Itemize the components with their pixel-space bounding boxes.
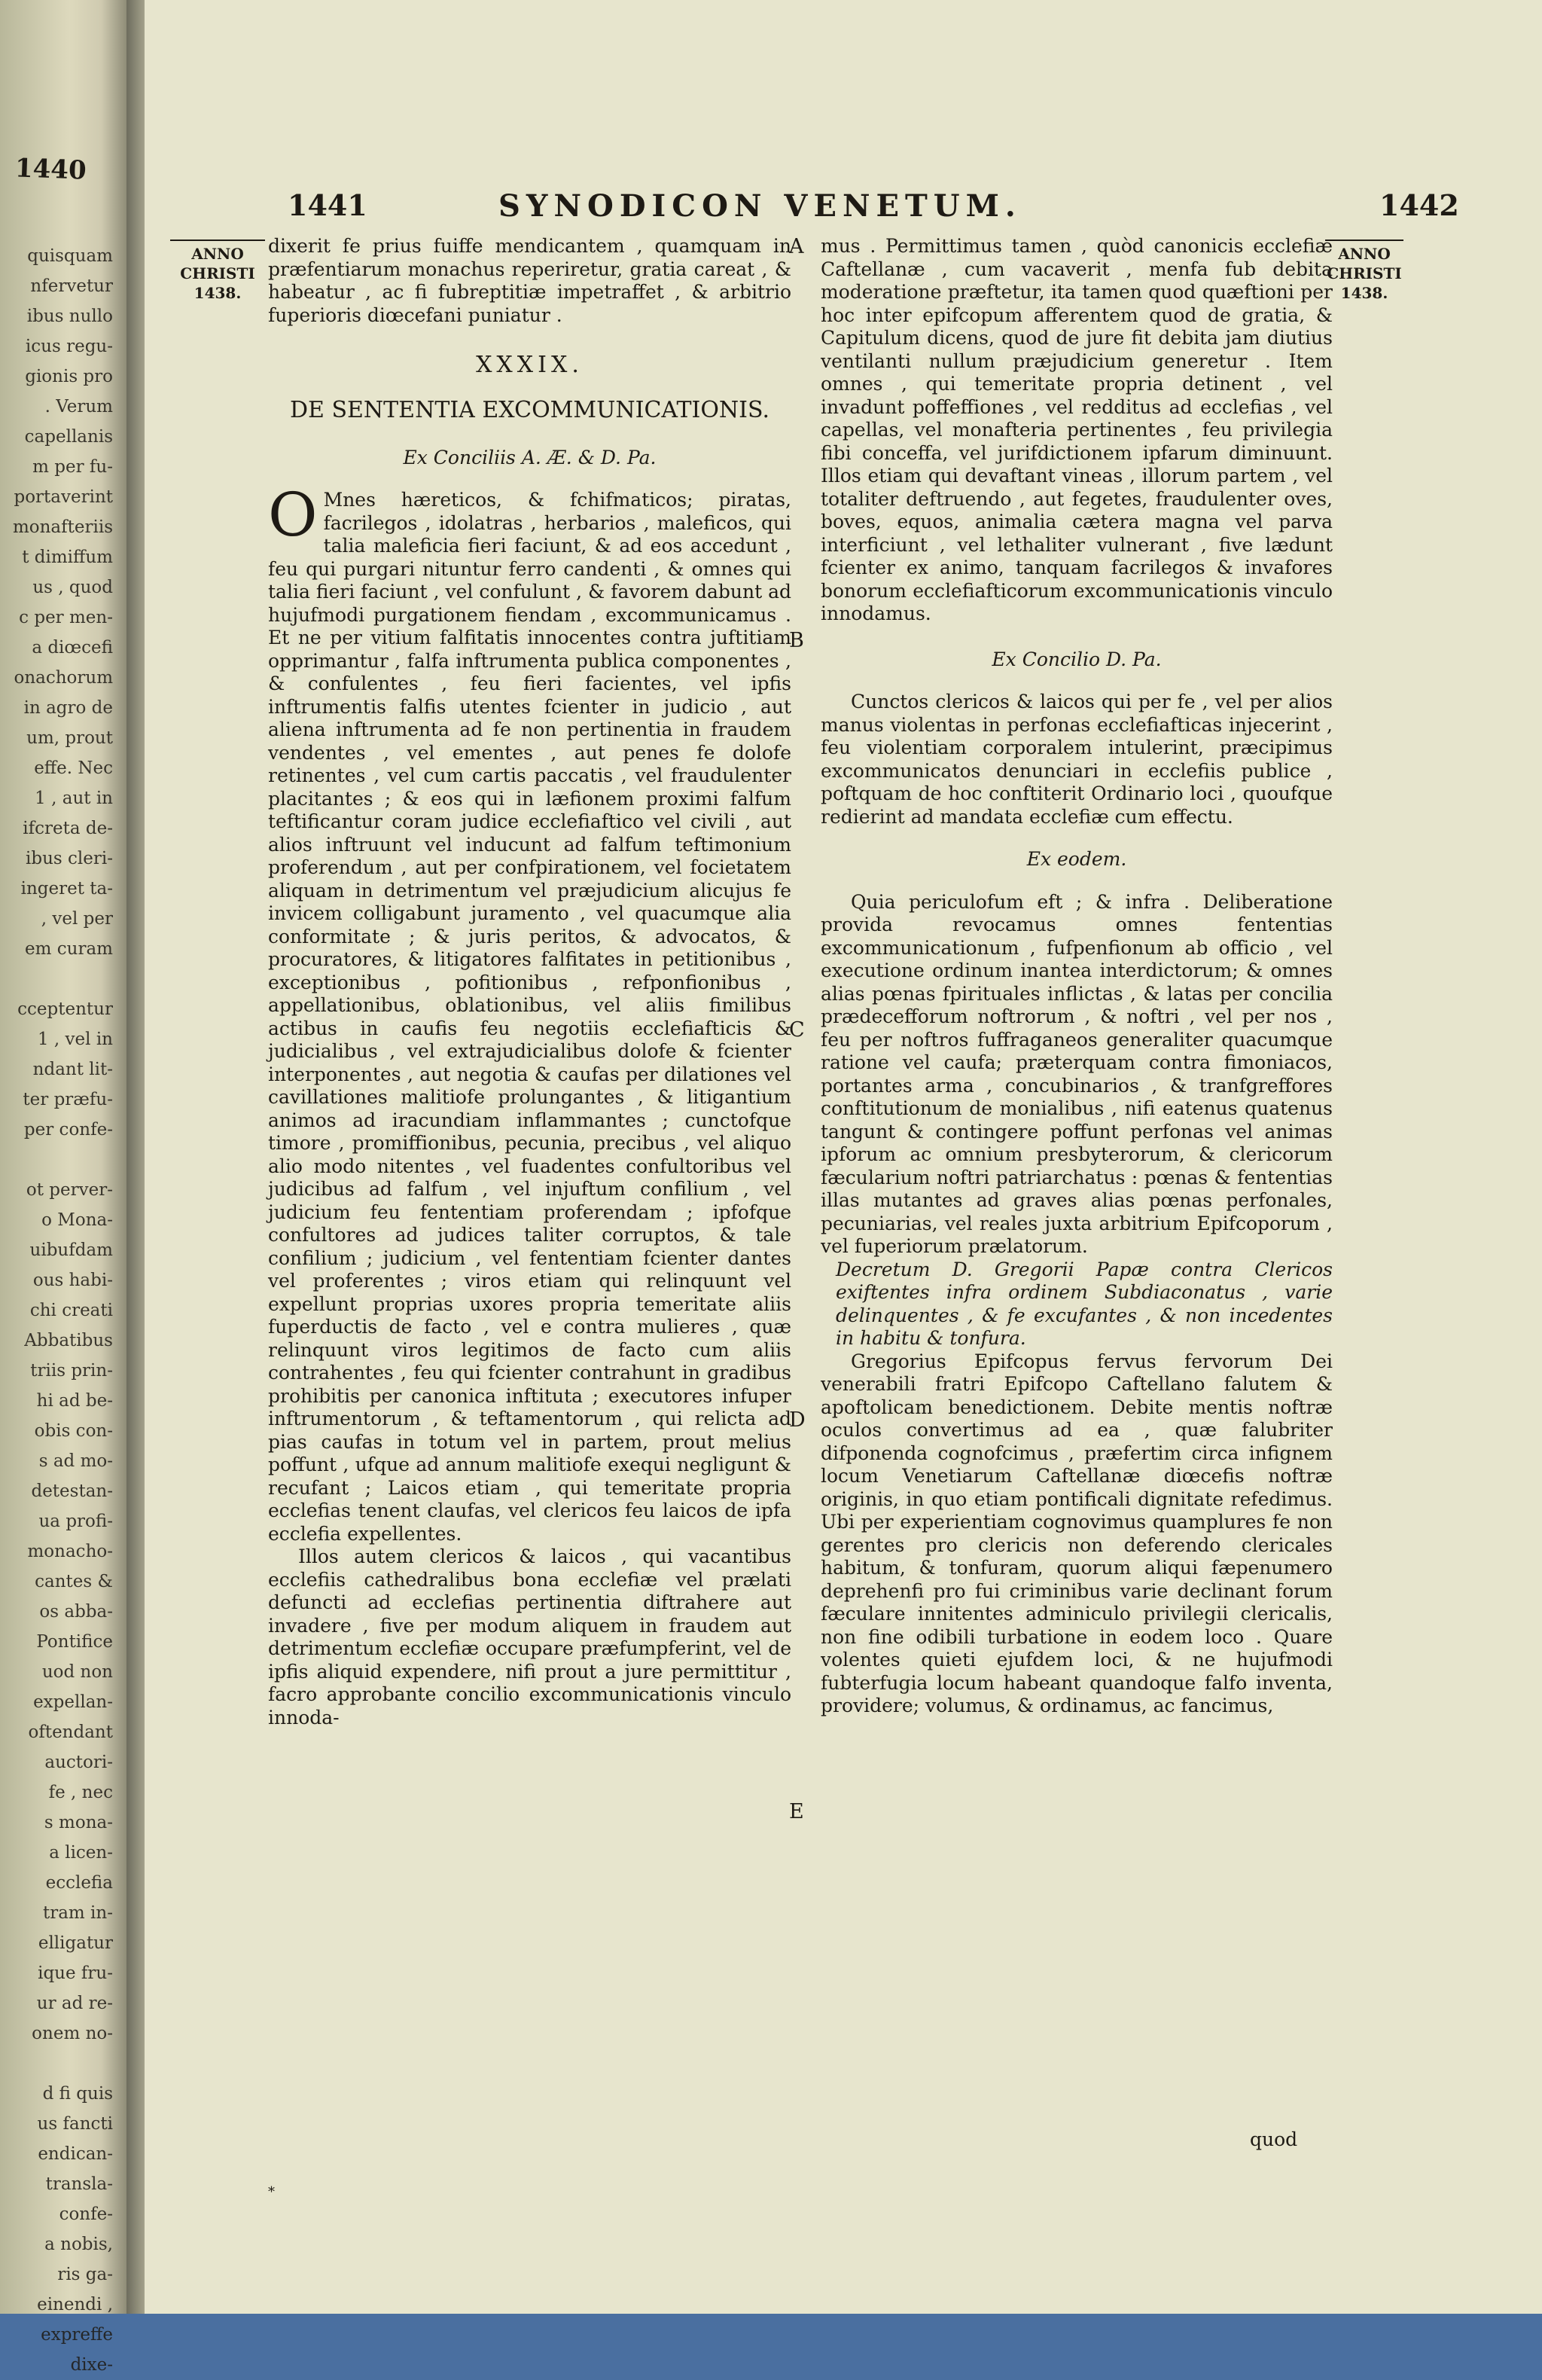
section-letter-b: B <box>789 629 804 652</box>
previous-page-line: o Mona- <box>41 1210 113 1230</box>
left-page-number: 1441 <box>288 188 367 222</box>
previous-page-line: cantes & <box>35 1572 113 1591</box>
right-margin-year-note <box>1325 240 1403 303</box>
previous-page-line: confe- <box>59 2205 113 2224</box>
previous-page-line: em curam <box>25 939 113 959</box>
previous-page-line: ecclefia <box>45 1873 113 1893</box>
decree-heading: Decretum D. Gregorii Papæ contra Clericos exiftentes infra ordinem Subdiaconatus , varie delinquentes , & fe excufantes , & non incedentes in habitu & tonfura. <box>836 1258 1333 1349</box>
previous-page-line: a diœcefi <box>32 638 113 658</box>
previous-page-line: chi creati <box>29 1301 113 1320</box>
previous-page-line: ifcreta de- <box>23 819 113 838</box>
previous-page-line: ot perver- <box>26 1180 113 1200</box>
previous-page-line: um, prout <box>26 728 113 748</box>
previous-page-line: a nobis, <box>44 2235 113 2254</box>
previous-page-line: Abbatibus <box>24 1331 113 1350</box>
previous-page-line: in agro de <box>23 698 113 718</box>
previous-page-line: per confe- <box>23 1120 113 1140</box>
signature-mark: * <box>268 2184 275 2200</box>
previous-page-line: monacho- <box>27 1542 113 1561</box>
section-letter-d: D <box>789 1408 806 1432</box>
right-page-number: 1442 <box>1379 188 1459 222</box>
previous-page-line: hi ad be- <box>36 1391 113 1411</box>
paragraph: Cunctos clericos & laicos qui per fe , vel per alios manus violentas in perfonas ecclefiafticas injecerint , feu violentiam corporalem intulerint, præcipimus excommunicatos denunciari in ecclefiis publice , poftquam de hoc conftiterit Ordinario loci , quoufque redierint ad mandata ecclefiæ cum effectu. <box>821 691 1333 828</box>
margin-christi: CHRISTI <box>1327 264 1402 282</box>
previous-page-edge <box>0 0 126 2375</box>
continued-paragraph: mus . Permittimus tamen , quòd canonicis ecclefiæ Caftellanæ , cum vacaverit , menfa fub debita moderatione præftetur, ita tamen quod quæftioni per hoc inter epifcopum afferentem quod de gratia, & Capitulum dicens, quod de jure fit debita jam diutius ventilanti nullum præjudicium generetur . Item omnes , qui temeritate propria detinent , vel invadunt poffeffiones , vel redditus ad ecclefias , vel capellas, vel monafteria pertinentes , feu privilegia fibi conceffa, vel jurifdictionem ipfarum diminuunt. Illos etiam qui devaftant vineas , illorum partem , vel totaliter deftruendo , aut fegetes, fraudulenter oves, boves, equos, animalia cætera magna vel parva interficiunt , vel lethaliter vulnerant , five lædunt fcienter ex animo, tanquam facrilegos & invafores bonorum ecclefiafticorum excommunicationis vinculo innodamus. <box>821 235 1333 624</box>
previous-page-number: 1440 <box>14 153 87 186</box>
paragraph: Gregorius Epifcopus fervus fervorum Dei venerabili fratri Epifcopo Caftellano falutem & apoftolicam benedictionem. Debite mentis noftræ oculos convertimus ad ea , quæ falubriter difponenda cognofcimus , præfertim circa infignem locum Venetiarum Caftellanæ diœcefis noftræ originis, in quo etiam pontificali dignitate refedimus. Ubi per experientiam cognovimus quamplures fe non gerentes pro clericis non deferendo clericales habitum, & tonfuram, quorum aliqui fæpenumero deprehenfi pro fui criminibus varie declinant forum fæculare innitentes adminiculo privilegii clericalis, non fine odibili turbatione in eodem loco . Quare volentes quieti ejufdem loci, & ne hujufmodi fubterfugia locum habeant quandoque falfo inventa, providere; volumus, & ordinamus, ac fancimus, <box>821 1350 1333 1716</box>
previous-page-line: ibus cleri- <box>26 849 113 868</box>
previous-page-line: , vel per <box>41 909 113 929</box>
margin-anno: ANNO <box>170 240 265 264</box>
previous-page-line: . Verum <box>44 397 113 416</box>
previous-page-line: icus regu- <box>25 337 113 356</box>
source-citation: Ex eodem. <box>1026 848 1127 870</box>
previous-page-line: ibus nullo <box>26 307 113 326</box>
previous-page-line: triis prin- <box>30 1361 113 1381</box>
previous-page-line: onem no- <box>32 2024 113 2043</box>
previous-page-line: oftendant <box>28 1722 113 1742</box>
previous-page-line: ique fru- <box>38 1964 113 1983</box>
previous-page-line: cceptentur <box>17 999 113 1019</box>
previous-page-line: transla- <box>45 2174 113 2194</box>
margin-year: 1438. <box>194 284 242 302</box>
previous-page-line: uibufdam <box>29 1240 113 1260</box>
previous-page-line: ur ad re- <box>36 1994 113 2013</box>
page-header <box>145 188 1542 226</box>
section-title: DE SENTENTIA EXCOMMUNICATIONIS. <box>289 396 770 423</box>
previous-page-line: effe. Nec <box>34 758 113 778</box>
margin-year: 1438. <box>1340 284 1388 302</box>
drop-capital: O <box>268 480 318 550</box>
source-citation: Ex Conciliis A. Æ. & D. Pa. <box>403 446 657 468</box>
previous-page-line: us , quod <box>32 578 113 597</box>
previous-page-line: s mona- <box>44 1813 113 1832</box>
previous-page-line: c per men- <box>19 608 113 627</box>
previous-page-line: detestan- <box>31 1481 113 1501</box>
section-letter-e: E <box>789 1800 804 1823</box>
decree-text: Mnes hæreticos, & fchifmaticos; piratas, facrilegos , idolatras , herbarios , maleficos, qui talia maleficia fieri faciunt, & ad eos accedunt , feu qui purgari nituntur ferro candenti , & omnes qui talia fieri faciunt , vel confulunt , & favorem dabunt ad hujufmodi purgationem fiendam , excommunicamus . Et ne per vitium falfitatis innocentes contra juftitiam opprimantur , falfa inftrumenta publica componentes , & confulentes , feu fieri facientes, vel ipfis inftrumentis falfis utentes fcienter in judicio , aut aliena inftrumenta ad fe non pertinentia in fraudem vendentes , vel ementes , aut penes fe dolofe retinentes , vel cum cartis paccatis , vel fraudulenter placitantes ; & eos qui in læfionem proximi falfum teftificantur coram judice ecclefiaftico vel civili , aut alios inftruunt vel inducunt ad falfum teftimonium proferendum , aut per confpirationem, vel focietatem aliquam in detrimentum vel præjudicium alicujus fe invicem colligabunt juramento , vel quacumque alia conformitate ; & juris peritos, & advocatos, & procuratores, & litigatores falfitates in petitionibus , exceptionibus , pofitionibus , refponfionibus , appellationibus, oblationibus, vel aliis fimilibus actibus in caufis feu negotiis ecclefiafticis & judicialibus , vel extrajudicialibus dolofe & fcienter interponentes , aut negotia & caufas per dilationes vel cavillationes malitiofe prolungantes , & litigantium animos ad iracundiam inflammantes ; cunctofque timore , promiffionibus, pecunia, precibus , vel aliquo alio modo nitentes , vel fuadentes confultoribus vel judicibus ad falfum , vel injuftum confilium , vel judicium feu fententiam proferendam ; ipfofque confultores ad judices taliter corruptos, & tale confilium ; judicium , vel fententiam fcienter dantes vel proferentes ; viros etiam qui relinquunt vel expellunt proprias uxores propria temeritate aliis fuperductis de facto , vel e contra mulieres , quæ relinquunt viros legitimos de facto cum aliis contrahentes , feu qui fcienter contrahunt in gradibus prohibitis per canonica inftituta ; executores infuper inftrumentorum , & teftamentorum , qui relicta ad pias caufas in totum vel in partem, prout melius poffunt , ufque ad annum malitiofe exequi negligunt & recufant ; Laicos etiam , qui temeritate propria ecclefias tenent claufas, vel clericos feu laicos de ipfa ecclefia expellentes. <box>268 489 791 1545</box>
previous-page-text-fragments <box>0 241 113 2380</box>
previous-page-line: ingeret ta- <box>20 879 113 899</box>
previous-page-line <box>0 1145 113 1175</box>
catchword: quod <box>1250 2128 1298 2150</box>
source-citation: Ex Concilio D. Pa. <box>992 648 1162 670</box>
previous-page-line: nfervetur <box>30 276 113 296</box>
previous-page-line: uod non <box>41 1662 113 1682</box>
previous-page-line: gionis pro <box>25 367 113 386</box>
previous-page-line: auctori- <box>44 1753 113 1772</box>
previous-page-line: quisquam <box>27 246 113 266</box>
previous-page-line: 1 , aut in <box>35 789 113 808</box>
continued-paragraph: dixerit fe prius fuiffe mendicantem , quamquam in præfentiarum monachus reperiretur, gratia careat , & habeatur , ac fi fubreptitiæ impetraffet , & arbitrio fuperioris diœcefani puniatur . <box>268 235 791 326</box>
previous-page-line: 1 , vel in <box>37 1030 113 1049</box>
previous-page-line: t dimiffum <box>22 548 113 567</box>
previous-page-line: ous habi- <box>32 1271 113 1290</box>
section-letter-c: C <box>789 1018 805 1042</box>
section-letter-a: A <box>789 235 804 258</box>
previous-page-line: portaverint <box>14 487 113 507</box>
previous-page-line: elligatur <box>38 1933 113 1953</box>
previous-page-line: us fancti <box>37 2114 113 2134</box>
paragraph: Illos autem clericos & laicos , qui vacantibus ecclefiis cathedralibus bona ecclefiæ vel prælati defuncti ad ecclefias pertinentia diftrahere aut invadere , five per modum aliquem in fraudem aut detrimentum ecclefiæ occupare præfumpferint, vel de ipfis aliquid expendere, nifi prout a jure permittitur , facro approbante concilio excommunicationis vinculo innoda- <box>268 1545 791 1729</box>
previous-page-line: fe , nec <box>48 1783 113 1802</box>
previous-page-line: m per fu- <box>32 457 113 477</box>
previous-page-line: capellanis <box>24 427 113 447</box>
previous-page-line: a licen- <box>49 1843 113 1863</box>
previous-page-line: tram in- <box>42 1903 113 1923</box>
previous-page-line: ris ga- <box>57 2265 113 2284</box>
previous-page-line: Pontifice <box>36 1632 113 1652</box>
previous-page-line <box>0 2049 113 2079</box>
margin-anno: ANNO <box>1325 240 1403 264</box>
left-margin-year-note <box>170 240 265 303</box>
decree-paragraph <box>268 480 791 1545</box>
right-text-column <box>821 235 1333 1718</box>
previous-page-line: einendi , <box>37 2295 113 2314</box>
previous-page-line: os abba- <box>39 1602 113 1622</box>
previous-page-line: onachorum <box>14 668 113 688</box>
paragraph: Quia periculofum eft ; & infra . Deliberatione provida revocamus omnes fententias excommunicationum , fufpenfionum ab officio , vel executione ordinum inantea interdictorum; & omnes alias pœnas fpirituales inflictas , & latas per concilia prædecefforum noftrorum , & noftri , vel per nos , feu per noftros fuffraganeos generaliter quacumque ratione vel caufa; præterquam contra fimoniacos, portantes arma , concubinarios , & tranfgreffores conftitutionum de monialibus , nifi eatenus quatenus tangunt & contingere poffunt perfonas vel animas ipforum ac omnium presbyterorum, & clericorum fæcularium noftri patriarchatus : pœnas & fententias illas mutantes ad graves alias pœnas perfonales, pecuniarias, vel reales juxta arbitrium Epifcoporum , vel fuperiorum prælatorum. <box>821 890 1333 1257</box>
previous-page-line: s ad mo- <box>38 1451 113 1471</box>
previous-page-line: d fi quis <box>42 2084 113 2104</box>
previous-page-line: expreffe <box>41 2325 113 2345</box>
previous-page-line: ua profi- <box>38 1512 113 1531</box>
previous-page-line: obis con- <box>34 1421 113 1441</box>
previous-page-line <box>0 964 113 994</box>
previous-page-line: ndant lit- <box>32 1060 113 1079</box>
previous-page-line: ter præfu- <box>23 1090 113 1109</box>
previous-page-line: endican- <box>38 2144 113 2164</box>
left-text-column <box>268 235 791 1729</box>
previous-page-line: dixe- <box>70 2355 113 2375</box>
section-number: XXXIX. <box>476 352 584 378</box>
previous-page-line: expellan- <box>33 1692 113 1712</box>
running-title: SYNODICON VENETUM. <box>498 188 1022 224</box>
previous-page-line: monafteriis <box>12 517 113 537</box>
margin-christi: CHRISTI <box>180 264 255 282</box>
